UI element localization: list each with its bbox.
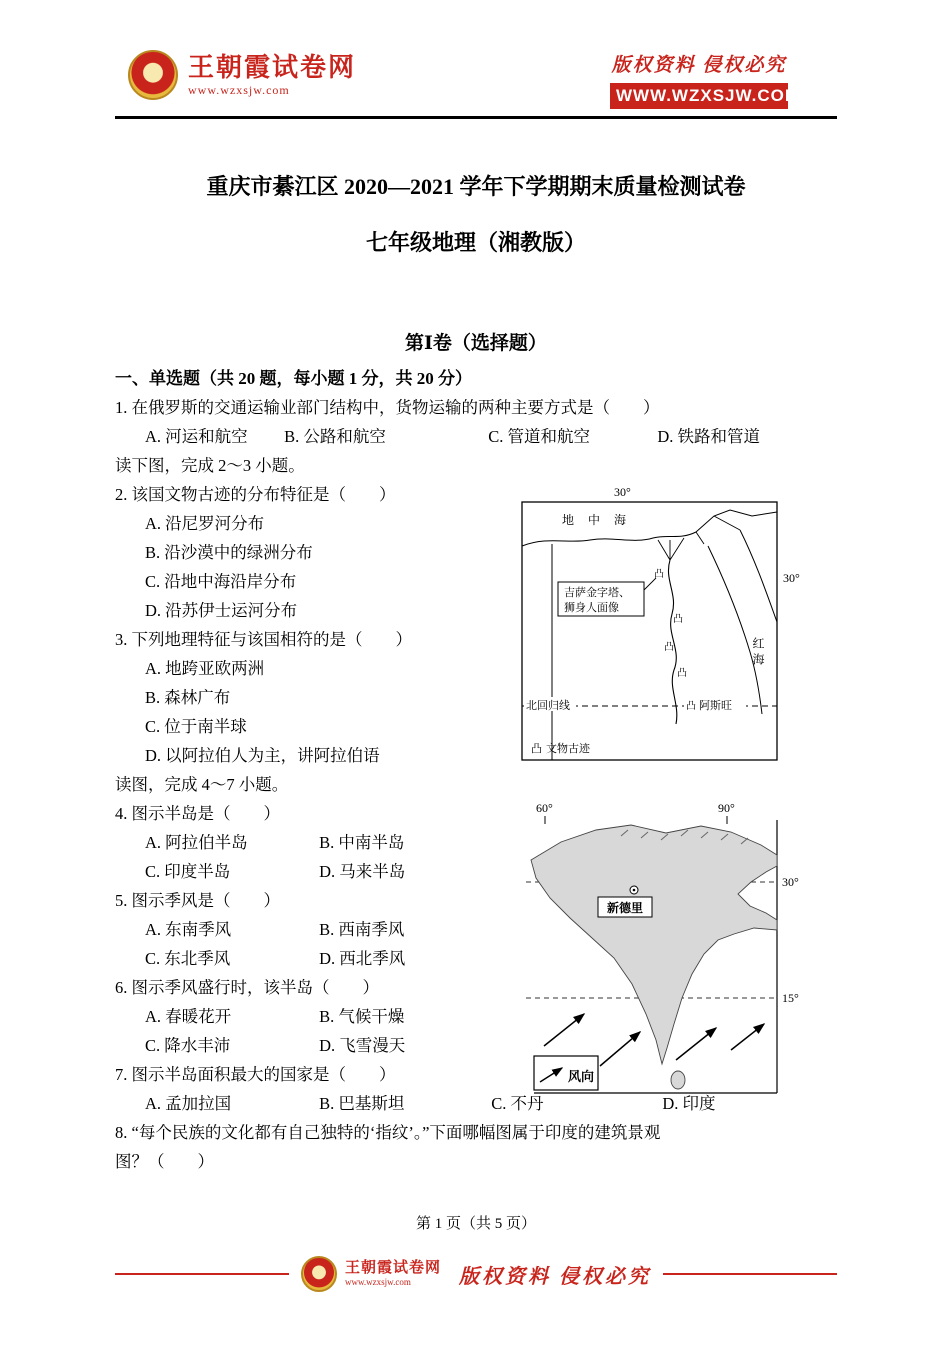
longitude-label-90: 90°: [718, 801, 735, 815]
site-url-banner: WWW.WZXSJW.COM: [610, 83, 788, 109]
heritage-site-icon: 凸: [686, 701, 696, 712]
legend-symbol-icon: 凸: [531, 743, 542, 755]
red-sea-label: 红海: [751, 637, 765, 669]
site-logo-title: 王朝霞试卷网: [188, 52, 357, 82]
meridian-ticks: [545, 816, 727, 824]
site-logo-url: www.wzxsjw.com: [345, 1277, 411, 1287]
header-logo-text: [188, 53, 356, 98]
egypt-map-svg: [518, 482, 810, 770]
option: B. 中南半岛: [319, 833, 405, 852]
question-1-options: [115, 422, 837, 451]
option: B. 巴基斯坦: [319, 1094, 405, 1113]
option: D. 沿苏伊士运河分布: [145, 601, 298, 620]
bottom-banner: [115, 1256, 837, 1292]
header-right: [610, 53, 800, 109]
question-8-text-line2: 图？（ ）: [115, 1152, 214, 1171]
levant-coastline: [696, 510, 777, 532]
option: B. 公路和航空: [284, 427, 386, 446]
option: D. 飞雪漫天: [319, 1036, 406, 1055]
option: A. 河运和航空: [145, 427, 248, 446]
red-sea-east-shore: [740, 530, 777, 622]
exam-title-line1: 重庆市綦江区 2020—2021 学年下学期期末质量检测试卷: [206, 174, 746, 199]
option: A. 阿拉伯半岛: [145, 833, 248, 852]
exam-title-line2: 七年级地理（湘教版）: [365, 230, 586, 255]
option: D. 铁路和管道: [657, 427, 761, 446]
red-sea-west-shore: [708, 546, 762, 714]
lead-in-2-3: 读下图，完成 2～3 小题。: [115, 456, 305, 475]
latitude-label-30: 30°: [782, 875, 799, 889]
question-4-text: 4. 图示半岛是（ ）: [115, 804, 280, 823]
option: A. 地跨亚欧两洲: [145, 659, 265, 678]
heritage-site-icon: 凸: [654, 569, 664, 580]
callout-leader-line: [644, 578, 656, 590]
india-map-figure: [526, 798, 810, 1105]
sri-lanka-island: [671, 1071, 685, 1089]
option: D. 以阿拉伯人为主，讲阿拉伯语: [145, 746, 380, 765]
option: C. 不丹: [491, 1094, 544, 1113]
legend-label: 文物古迹: [546, 743, 590, 755]
copyright-slogan: 版权资料 侵权必究: [611, 55, 787, 76]
lead-in-4-7: 读图，完成 4～7 小题。: [115, 775, 289, 794]
banner-logo-text: [345, 1260, 441, 1288]
capital-marker-dot: [633, 889, 636, 892]
mediterranean-sea-label: 地中海: [562, 513, 641, 527]
header-left: [128, 50, 356, 100]
question-7-text: 7. 图示半岛面积最大的国家是（ ）: [115, 1065, 396, 1084]
sinai-border-lines: [696, 516, 740, 544]
india-map-svg: [526, 798, 810, 1100]
banner-line-right: [663, 1273, 837, 1275]
copyright-slogan: 版权资料 侵权必究: [459, 1265, 652, 1288]
longitude-label-60: 60°: [536, 801, 553, 815]
latitude-label-right: 30°: [783, 571, 800, 585]
part-title: 第Ⅰ卷（选择题）: [405, 333, 547, 354]
banner-line-left: [115, 1273, 289, 1275]
monsoon-arrow: [544, 1014, 584, 1046]
header-divider: [115, 116, 837, 119]
option: C. 印度半岛: [145, 862, 231, 881]
question-8-text-line1: 8. “每个民族的文化都有自己独特的‘指纹’。”下面哪幅图属于印度的建筑景观: [115, 1123, 661, 1142]
heritage-site-icon: 凸: [677, 668, 687, 679]
question-1-text: 1. 在俄罗斯的交通运输业部门结构中，货物运输的两种主要方式是（ ）: [115, 398, 660, 417]
wind-legend-label: 风向: [568, 1069, 595, 1084]
site-logo-title: 王朝霞试卷网: [345, 1260, 442, 1276]
option: A. 孟加拉国: [145, 1094, 232, 1113]
monsoon-arrow: [731, 1024, 764, 1050]
site-logo-seal-icon: [128, 50, 178, 100]
heritage-site-icon: 凸: [664, 642, 674, 653]
monsoon-arrow: [676, 1028, 716, 1060]
egypt-map-figure: [518, 482, 810, 775]
pyramid-label-line1: 吉萨金字塔、: [564, 587, 630, 599]
option: C. 沿地中海沿岸分布: [145, 572, 297, 591]
banner-center: [289, 1256, 663, 1292]
aswan-label: 阿斯旺: [699, 700, 732, 712]
latitude-label-15: 15°: [782, 991, 799, 1005]
tropic-of-cancer-label: 北回归线: [526, 700, 570, 712]
option: C. 降水丰沛: [145, 1036, 231, 1055]
question-2-text: 2. 该国文物古迹的分布特征是（ ）: [115, 485, 396, 504]
page-number: 第 1 页（共 5 页）: [415, 1216, 536, 1232]
capital-label: 新德里: [606, 901, 644, 915]
option: C. 管道和航空: [488, 427, 591, 446]
pyramid-label-line2: 狮身人面像: [564, 602, 619, 614]
site-logo-seal-icon: [301, 1256, 337, 1292]
option: D. 马来半岛: [319, 862, 406, 881]
heritage-site-icon: 凸: [673, 614, 683, 625]
option: A. 春暖花开: [145, 1007, 232, 1026]
option: D. 西北季风: [319, 949, 406, 968]
monsoon-arrow: [600, 1032, 640, 1066]
question-6-text: 6. 图示季风盛行时，该半岛（ ）: [115, 978, 379, 997]
option: B. 气候干燥: [319, 1007, 405, 1026]
section-heading: 一、单选题（共 20 题，每小题 1 分，共 20 分）: [115, 369, 472, 388]
site-logo-url: www.wzxsjw.com: [188, 82, 290, 97]
option: B. 西南季风: [319, 920, 405, 939]
option: B. 沿沙漠中的绿洲分布: [145, 543, 313, 562]
question-5-text: 5. 图示季风是（ ）: [115, 891, 280, 910]
option: C. 东北季风: [145, 949, 231, 968]
option: A. 沿尼罗河分布: [145, 514, 265, 533]
option: B. 森林广布: [145, 688, 231, 707]
option: C. 位于南半球: [145, 717, 247, 736]
option: A. 东南季风: [145, 920, 232, 939]
option: D. 印度: [662, 1094, 716, 1113]
india-landmass: [531, 825, 777, 1064]
latitude-label-top: 30°: [614, 485, 631, 499]
question-3-text: 3. 下列地理特征与该国相符的是（ ）: [115, 630, 412, 649]
nile-delta: [658, 538, 684, 560]
